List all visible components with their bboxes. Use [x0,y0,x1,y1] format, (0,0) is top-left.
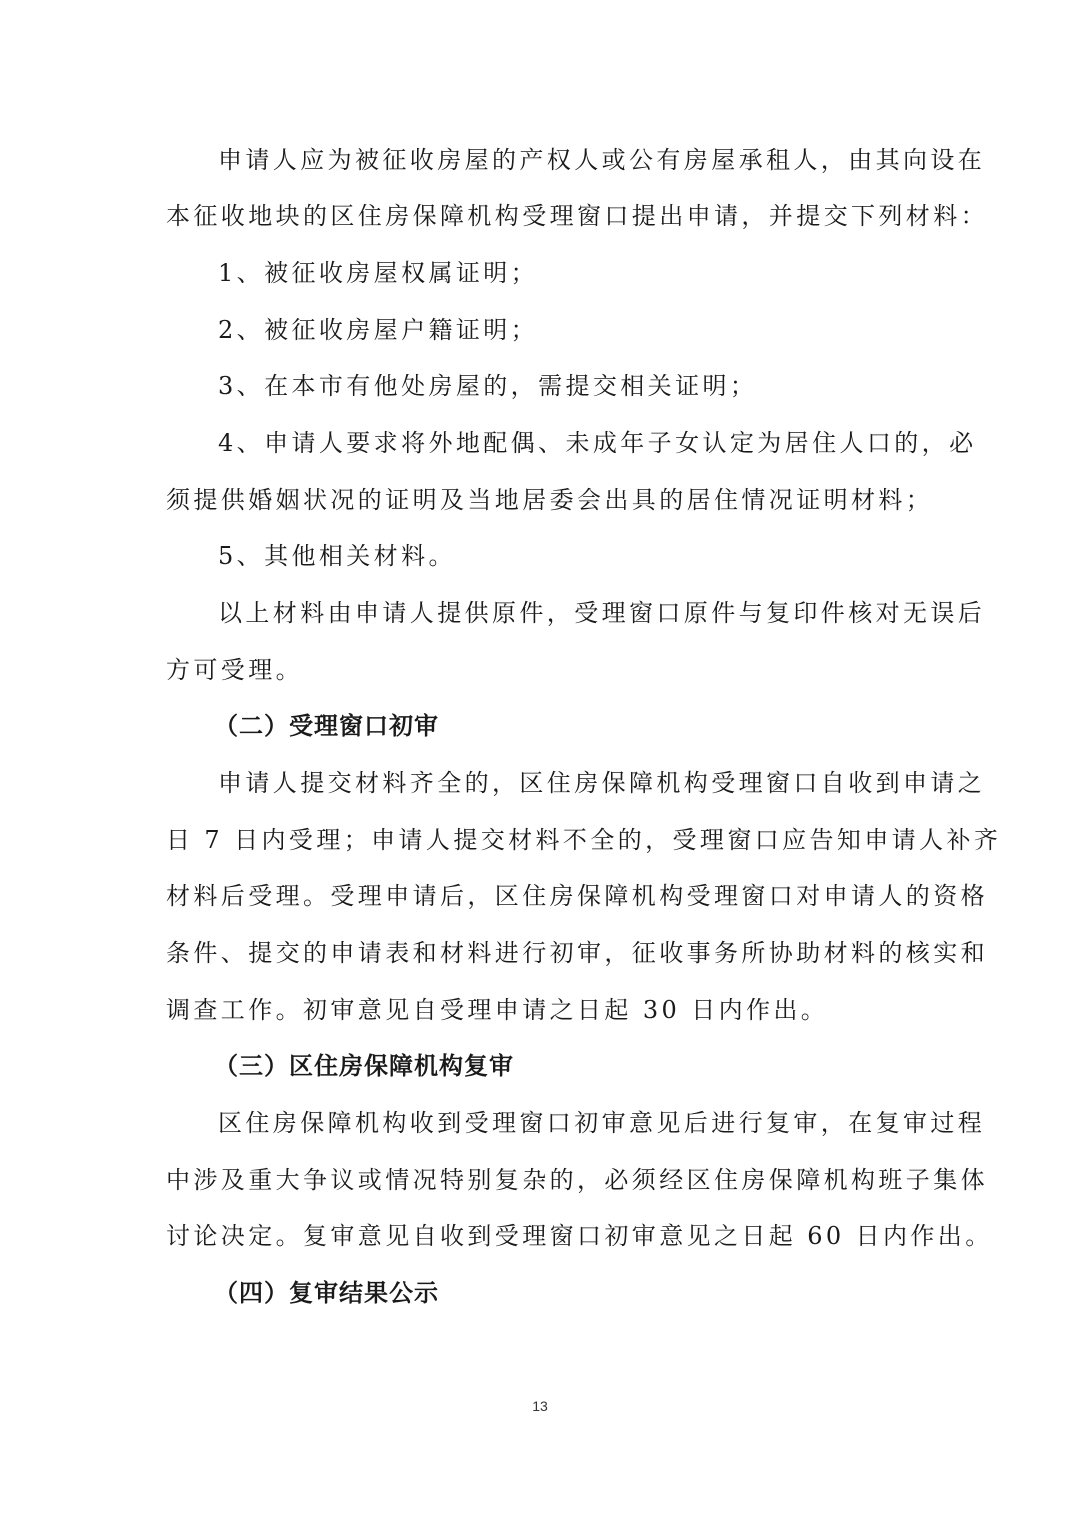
page-number: 13 [532,1398,548,1414]
paragraph-district-review-line-3: 讨论决定。复审意见自收到受理窗口初审意见之日起 60 日内作出。 [166,1222,993,1250]
paragraph-initial-review-line-1: 申请人提交材料齐全的，区住房保障机构受理窗口自收到申请之 [218,769,986,797]
material-item-5: 5、其他相关材料。 [218,542,456,570]
paragraph-initial-review-line-3: 材料后受理。受理申请后，区住房保障机构受理窗口对申请人的资格 [166,882,988,910]
paragraph-applicant-line-1: 申请人应为被征收房屋的产权人或公有房屋承租人，由其向设在 [218,146,986,174]
paragraph-originals-line-2: 方可受理。 [166,656,303,684]
paragraph-initial-review-line-2: 日 7 日内受理；申请人提交材料不全的，受理窗口应告知申请人补齐 [166,826,1002,854]
material-item-1: 1、被征收房屋权属证明； [218,259,539,287]
material-item-4-line-1: 4、申请人要求将外地配偶、未成年子女认定为居住人口的，必 [218,429,977,457]
material-item-4-line-2: 须提供婚姻状况的证明及当地居委会出具的居住情况证明材料； [166,486,934,514]
paragraph-originals-line-1: 以上材料由申请人提供原件，受理窗口原件与复印件核对无误后 [218,599,986,627]
paragraph-district-review-line-1: 区住房保障机构收到受理窗口初审意见后进行复审，在复审过程 [218,1109,986,1137]
material-item-3: 3、在本市有他处房屋的，需提交相关证明； [218,372,758,400]
section-heading-result-publicity: （四）复审结果公示 [214,1279,439,1307]
section-heading-district-review: （三）区住房保障机构复审 [214,1052,514,1080]
material-item-2: 2、被征收房屋户籍证明； [218,316,539,344]
paragraph-initial-review-line-5: 调查工作。初审意见自受理申请之日起 30 日内作出。 [166,996,829,1024]
paragraph-initial-review-line-4: 条件、提交的申请表和材料进行初审，征收事务所协助材料的核实和 [166,939,988,967]
paragraph-applicant-line-2: 本征收地块的区住房保障机构受理窗口提出申请，并提交下列材料： [166,202,988,230]
paragraph-district-review-line-2: 中涉及重大争议或情况特别复杂的，必须经区住房保障机构班子集体 [166,1166,988,1194]
section-heading-initial-review: （二）受理窗口初审 [214,712,439,740]
